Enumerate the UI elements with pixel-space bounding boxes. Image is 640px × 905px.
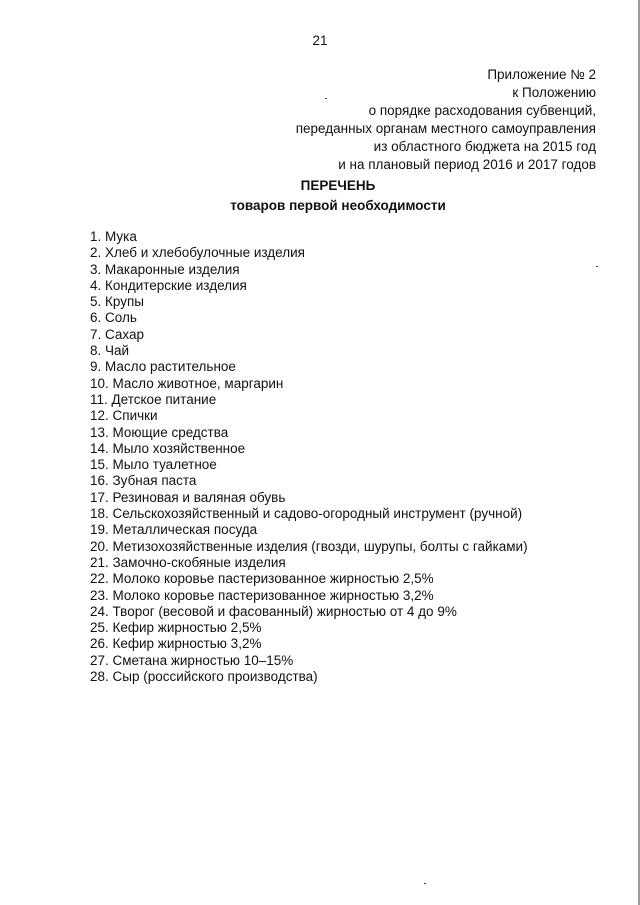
list-item: 25. Кефир жирностью 2,5% [90, 620, 262, 636]
list-item: 1. Мука [90, 229, 137, 244]
list-item: 15. Мыло туалетное [90, 457, 217, 473]
scan-speck [325, 98, 327, 99]
list-item: 11. Детское питание [90, 391, 217, 407]
list-item: 14. Мыло хозяйственное [90, 440, 246, 456]
appendix-line: о порядке расходования субвенций, [368, 103, 596, 118]
list-item: 10. Масло животное, маргарин [90, 375, 284, 391]
list-item: 5. Крупы [90, 294, 144, 310]
list-item: 20. Метизохозяйственные изделия (гвозди, шурупы, болты с гайками) [90, 538, 528, 554]
list-item: 18. Сельскохозяйственный и садово-огородный инструмент (ручной) [90, 506, 523, 522]
list-item: 28. Сыр (российского производства) [90, 669, 318, 685]
list-item: 22. Молоко коровье пастеризованное жирностью 2,5% [90, 571, 434, 587]
title-subheading: товаров первой необходимости [230, 198, 446, 213]
list-item: 6. Соль [90, 310, 137, 326]
appendix-line: и на плановый период 2016 и 2017 годов [338, 157, 596, 172]
list-item: 8. Чай [90, 343, 130, 359]
list-item: 24. Творог (весовой и фасованный) жирностью от 4 до 9% [90, 603, 457, 619]
appendix-line: к Положению [512, 85, 596, 100]
list-item: 19. Металлическая посуда [90, 522, 258, 538]
list-item: 16. Зубная паста [90, 473, 197, 489]
scan-speck [424, 883, 426, 884]
list-item: 27. Сметана жирностью 10–15% [90, 652, 294, 668]
goods-list [90, 229, 528, 685]
list-item: 3. Макаронные изделия [90, 261, 240, 277]
list-item: 4. Кондитерские изделия [90, 277, 247, 293]
appendix-line: Приложение № 2 [487, 67, 596, 82]
list-item: 21. Замочно-скобяные изделия [90, 554, 286, 570]
list-item: 12. Спички [90, 408, 158, 424]
title-heading: ПЕРЕЧЕНЬ [300, 178, 376, 193]
appendix-header [296, 66, 596, 174]
document-title [0, 176, 640, 216]
list-item: 13. Моющие средства [90, 424, 229, 440]
list-item: 7. Сахар [90, 326, 145, 342]
page-number: 21 [312, 33, 328, 48]
list-item: 23. Молоко коровье пастеризованное жирностью 3,2% [90, 587, 434, 603]
list-item: 17. Резиновая и валяная обувь [90, 489, 286, 505]
list-item: 2. Хлеб и хлебобулочные изделия [90, 245, 305, 261]
appendix-line: переданных органам местного самоуправления [295, 121, 596, 136]
scan-speck [596, 266, 598, 267]
list-item: 9. Масло растительное [90, 359, 236, 375]
appendix-line: из областного бюджета на 2015 год [373, 139, 596, 154]
list-item: 26. Кефир жирностью 3,2% [90, 636, 262, 652]
